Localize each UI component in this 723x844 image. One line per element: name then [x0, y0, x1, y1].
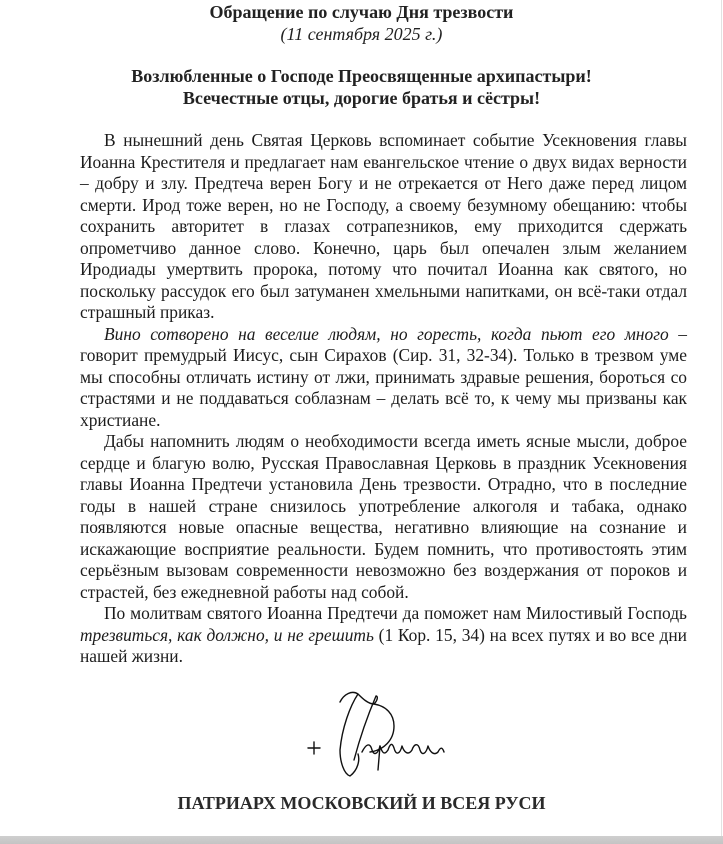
corinthians-quote: трезвиться, как должно, и не грешить: [80, 624, 374, 645]
paragraph-1: В нынешний день Святая Церковь вспоминает событие Усекновения главы Иоанна Крестителя и предлагает нам евангельское чтение о двух видах верности – добру и злу. Предтеча верен Богу и не отрекается от Него даже перед лицом смерти. Ирод тоже верен, но не Господу, а своему безумному обещанию: чтобы сохранить авторитет в глазах сотрапезников, ему приходится сдержать опрометчиво данное слово. Конечно, царь был опечален злым желанием Иродиады умертвить пророка, потому что почитал Иоанна как святого, но поскольку рассудок его был затуманен хмельными напитками, он всё-таки отдал страшный приказ.: [80, 130, 687, 322]
greeting-line-2: Всечестные отцы, дорогие братья и сёстры!: [182, 88, 541, 108]
greeting: [0, 65, 723, 109]
paragraph-4-end: (1 Кор. 15, 34) на всех путях и во все дни нашей жизни.: [80, 624, 687, 666]
sirach-quote: Вино сотворено на веселие людям, но горесть, когда пьют его много: [104, 323, 669, 344]
paragraph-2-text: – говорит премудрый Иисус, сын Сирахов (Сир. 31, 32-34). Только в трезвом уме мы способны отличать истину от лжи, принимать здравые решения, бороться со страстями и не поддаваться соблазнам – делать всё то, к чему мы призваны как христиане.: [80, 323, 687, 430]
signature-icon: [300, 680, 460, 780]
paragraph-4-start: По молитвам святого Иоанна Предтечи да поможет нам Милостивый Господь: [104, 603, 687, 623]
document-title: Обращение по случаю Дня трезвости: [209, 2, 514, 22]
paragraph-4: [80, 603, 687, 668]
body-text: [80, 130, 687, 668]
paragraph-3: Дабы напомнить людям о необходимости всегда иметь ясные мысли, доброе сердце и благую волю, Русская Православная Церковь в праздник Усекновения главы Иоанна Предтечи установила День трезвости. Отрадно, что в последние годы в нашей стране снизилось употребление алкоголя и табака, однако появляются новые опасные вещества, негативно влияющие на сознание и искажающие восприятие реальности. Будем помнить, что противостоять этим серьёзным вызовам современности невозможно без воздержания от пороков и страстей, без ежедневной работы над собой.: [80, 431, 687, 602]
document-date: (11 сентября 2025 г.): [280, 24, 443, 44]
signatory-title: ПАТРИАРХ МОСКОВСКИЙ И ВСЕЯ РУСИ: [177, 793, 546, 813]
greeting-line-1: Возлюбленные о Господе Преосвященные архипастыри!: [131, 66, 592, 86]
page-bottom-edge: [0, 836, 723, 844]
paragraph-2: [80, 324, 687, 432]
